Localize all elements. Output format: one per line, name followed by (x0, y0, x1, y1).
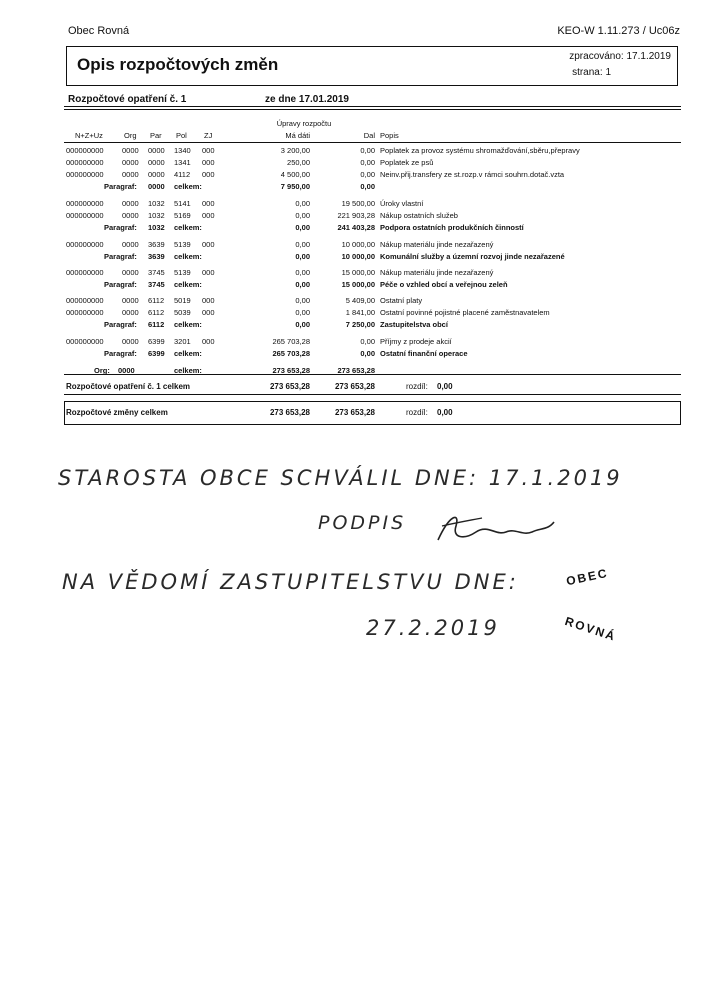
page-info (572, 67, 611, 78)
divider (64, 106, 681, 107)
row-org: 0000 (122, 170, 139, 179)
row-org-label: Org: (94, 366, 110, 375)
divider (64, 109, 681, 110)
row-popis: Komunální služby a územní rozvoj jinde nezařazené (380, 252, 565, 261)
row-dal: 273 653,28 (337, 366, 375, 375)
row-ma-dati: 0,00 (295, 308, 310, 317)
row-zj: 000 (202, 308, 215, 317)
col-header-upravy: Úpravy rozpočtu (276, 119, 332, 128)
row-ma-dati: 0,00 (295, 268, 310, 277)
row-ma-dati: 265 703,28 (272, 337, 310, 346)
row-ma-dati: 7 950,00 (280, 182, 310, 191)
row-ma-dati: 0,00 (295, 223, 310, 232)
row-dal: 0,00 (360, 337, 375, 346)
row-org: 0000 (122, 268, 139, 277)
row-sum-code: 6112 (148, 320, 165, 329)
row-org: 0000 (122, 296, 139, 305)
title-box (66, 46, 678, 86)
row-par: 3745 (148, 268, 165, 277)
measure-date: ze dne 17.01.2019 (265, 94, 349, 105)
row-pol: 4112 (174, 170, 191, 179)
row-pol: 5169 (174, 211, 191, 220)
row-zj: 000 (202, 337, 215, 346)
row-dal: 0,00 (360, 170, 375, 179)
row-zj: 000 (202, 240, 215, 249)
document-title: Opis rozpočtových změn (77, 55, 279, 74)
row-sum-celkem: celkem: (174, 182, 202, 191)
row-dal: 0,00 (360, 158, 375, 167)
row-zj: 000 (202, 170, 215, 179)
row-sum-celkem: celkem: (174, 349, 202, 358)
row-sum-label: Paragraf: (104, 182, 137, 191)
row-org: 0000 (122, 211, 139, 220)
handwritten-approval: STAROSTA OBCE SCHVÁLIL DNE: 17.1.2019 (58, 466, 623, 490)
row-pol: 5141 (174, 199, 191, 208)
measure-total-label: Rozpočtové opatření č. 1 celkem (66, 382, 191, 391)
row-sum-code: 0000 (148, 182, 165, 191)
row-org: 0000 (122, 337, 139, 346)
col-header-zj: ZJ (204, 131, 213, 140)
row-popis: Úroky vlastní (380, 199, 424, 208)
row-zj: 000 (202, 199, 215, 208)
row-org: 0000 (122, 199, 139, 208)
row-zj: 000 (202, 211, 215, 220)
col-header-par: Par (150, 131, 162, 140)
row-dal: 241 403,28 (337, 223, 375, 232)
row-nzuz: 000000000 (66, 170, 104, 179)
row-nzuz: 000000000 (66, 308, 104, 317)
row-dal: 15 000,00 (341, 280, 375, 289)
grand-total-dal: 273 653,28 (334, 408, 375, 417)
software-version: KEO-W 1.11.273 / Uc06z (557, 25, 680, 37)
row-org: 0000 (122, 308, 139, 317)
row-nzuz: 000000000 (66, 199, 104, 208)
row-par: 6112 (148, 308, 165, 317)
grand-total-ma-dati: 273 653,28 (269, 408, 310, 417)
row-popis: Nákup materiálu jinde nezařazený (380, 240, 494, 249)
row-nzuz: 000000000 (66, 240, 104, 249)
col-header-org: Org (124, 131, 137, 140)
header-divider (64, 142, 681, 143)
row-zj: 000 (202, 158, 215, 167)
processed-info (569, 51, 671, 62)
row-popis: Příjmy z prodeje akcií (380, 337, 452, 346)
row-sum-code: 3745 (148, 280, 165, 289)
row-dal: 10 000,00 (341, 252, 375, 261)
row-nzuz: 000000000 (66, 337, 104, 346)
measure-diff-value: 0,00 (437, 382, 453, 391)
handwritten-notice: NA VĚDOMÍ ZASTUPITELSTVU DNE: (62, 570, 519, 594)
handwritten-signature-label: PODPIS (318, 512, 407, 534)
row-popis: Poplatek za provoz systému shromažďování,sběru,přepravy (380, 146, 580, 155)
grand-diff-value: 0,00 (437, 408, 453, 417)
row-ma-dati: 4 500,00 (280, 170, 310, 179)
row-sum-celkem: celkem: (174, 320, 202, 329)
row-sum-celkem: celkem: (174, 280, 202, 289)
row-ma-dati: 0,00 (295, 320, 310, 329)
stamp-top: OBEC (565, 565, 610, 589)
row-nzuz: 000000000 (66, 296, 104, 305)
row-dal: 0,00 (360, 146, 375, 155)
row-par: 0000 (148, 170, 165, 179)
row-ma-dati: 250,00 (287, 158, 310, 167)
row-org: 0000 (122, 146, 139, 155)
row-sum-label: Paragraf: (104, 223, 137, 232)
row-nzuz: 000000000 (66, 146, 104, 155)
row-org: 0000 (122, 240, 139, 249)
row-ma-dati: 0,00 (295, 280, 310, 289)
row-popis: Ostatní platy (380, 296, 423, 305)
row-popis: Neinv.přij.transfery ze st.rozp.v rámci souhrn.dotač.vzta (380, 170, 565, 179)
row-nzuz: 000000000 (66, 268, 104, 277)
stamp-bottom: ROVNÁ (563, 614, 619, 644)
processed-label: zpracováno: (569, 51, 624, 62)
page-number: 1 (605, 67, 611, 78)
row-pol: 5139 (174, 268, 191, 277)
row-org-code: 0000 (118, 366, 135, 375)
row-ma-dati: 3 200,00 (280, 146, 310, 155)
row-pol: 1341 (174, 158, 191, 167)
row-sum-label: Paragraf: (104, 349, 137, 358)
grand-diff-label: rozdíl: (406, 408, 428, 417)
row-dal: 7 250,00 (345, 320, 375, 329)
row-popis: Ostatní povinné pojistné placené zaměstnavatelem (380, 308, 550, 317)
row-nzuz: 000000000 (66, 158, 104, 167)
processed-date: 17.1.2019 (626, 51, 671, 62)
row-sum-label: Paragraf: (104, 280, 137, 289)
row-par: 6112 (148, 296, 165, 305)
row-org: 0000 (122, 158, 139, 167)
row-ma-dati: 0,00 (295, 240, 310, 249)
row-popis: Zastupitelstva obcí (380, 320, 448, 329)
row-ma-dati: 0,00 (295, 199, 310, 208)
row-par: 0000 (148, 146, 165, 155)
row-sum-celkem: celkem: (174, 223, 202, 232)
row-pol: 5039 (174, 308, 191, 317)
row-par: 6399 (148, 337, 165, 346)
row-org-celkem: celkem: (174, 366, 202, 375)
row-dal: 0,00 (360, 182, 375, 191)
divider (64, 394, 681, 395)
row-dal: 15 000,00 (341, 268, 375, 277)
row-zj: 000 (202, 296, 215, 305)
row-pol: 3201 (174, 337, 191, 346)
row-dal: 19 500,00 (341, 199, 375, 208)
row-ma-dati: 0,00 (295, 252, 310, 261)
row-dal: 10 000,00 (341, 240, 375, 249)
measure-total-ma-dati: 273 653,28 (269, 382, 310, 391)
organization-name: Obec Rovná (68, 25, 130, 37)
row-sum-code: 3639 (148, 252, 165, 261)
row-zj: 000 (202, 268, 215, 277)
row-sum-celkem: celkem: (174, 252, 202, 261)
row-ma-dati: 0,00 (295, 296, 310, 305)
row-par: 1032 (148, 211, 165, 220)
row-ma-dati: 265 703,28 (272, 349, 310, 358)
row-dal: 0,00 (360, 349, 375, 358)
measure-label: Rozpočtové opatření č. 1 (68, 94, 187, 105)
row-par: 0000 (148, 158, 165, 167)
row-popis: Péče o vzhled obcí a veřejnou zeleň (380, 280, 508, 289)
row-popis: Nákup materiálu jinde nezařazený (380, 268, 494, 277)
col-header-popis: Popis (380, 131, 399, 140)
signature-mark (430, 510, 560, 546)
row-popis: Ostatní finanční operace (380, 349, 468, 358)
row-nzuz: 000000000 (66, 211, 104, 220)
row-dal: 1 841,00 (345, 308, 375, 317)
col-header-nzuz: N+Z+Uz (75, 131, 103, 140)
row-sum-label: Paragraf: (104, 252, 137, 261)
row-popis: Nákup ostatních služeb (380, 211, 458, 220)
row-sum-code: 1032 (148, 223, 165, 232)
row-popis: Podpora ostatních produkčních činností (380, 223, 524, 232)
row-zj: 000 (202, 146, 215, 155)
page-label: strana: (572, 67, 603, 78)
row-dal: 5 409,00 (345, 296, 375, 305)
row-par: 1032 (148, 199, 165, 208)
handwritten-notice-date: 27.2.2019 (366, 616, 500, 640)
row-ma-dati: 0,00 (295, 211, 310, 220)
row-pol: 5139 (174, 240, 191, 249)
row-pol: 5019 (174, 296, 191, 305)
col-header-dal: Dal (363, 131, 375, 140)
measure-diff-label: rozdíl: (406, 382, 428, 391)
row-popis: Poplatek ze psů (380, 158, 434, 167)
row-pol: 1340 (174, 146, 191, 155)
row-dal: 221 903,28 (337, 211, 375, 220)
col-header-pol: Pol (176, 131, 187, 140)
grand-total-label: Rozpočtové změny celkem (66, 408, 168, 417)
divider (64, 374, 681, 375)
row-ma-dati: 273 653,28 (272, 366, 310, 375)
row-par: 3639 (148, 240, 165, 249)
row-sum-label: Paragraf: (104, 320, 137, 329)
col-header-ma-dati: Má dáti (285, 131, 310, 140)
row-sum-code: 6399 (148, 349, 165, 358)
measure-total-dal: 273 653,28 (334, 382, 375, 391)
